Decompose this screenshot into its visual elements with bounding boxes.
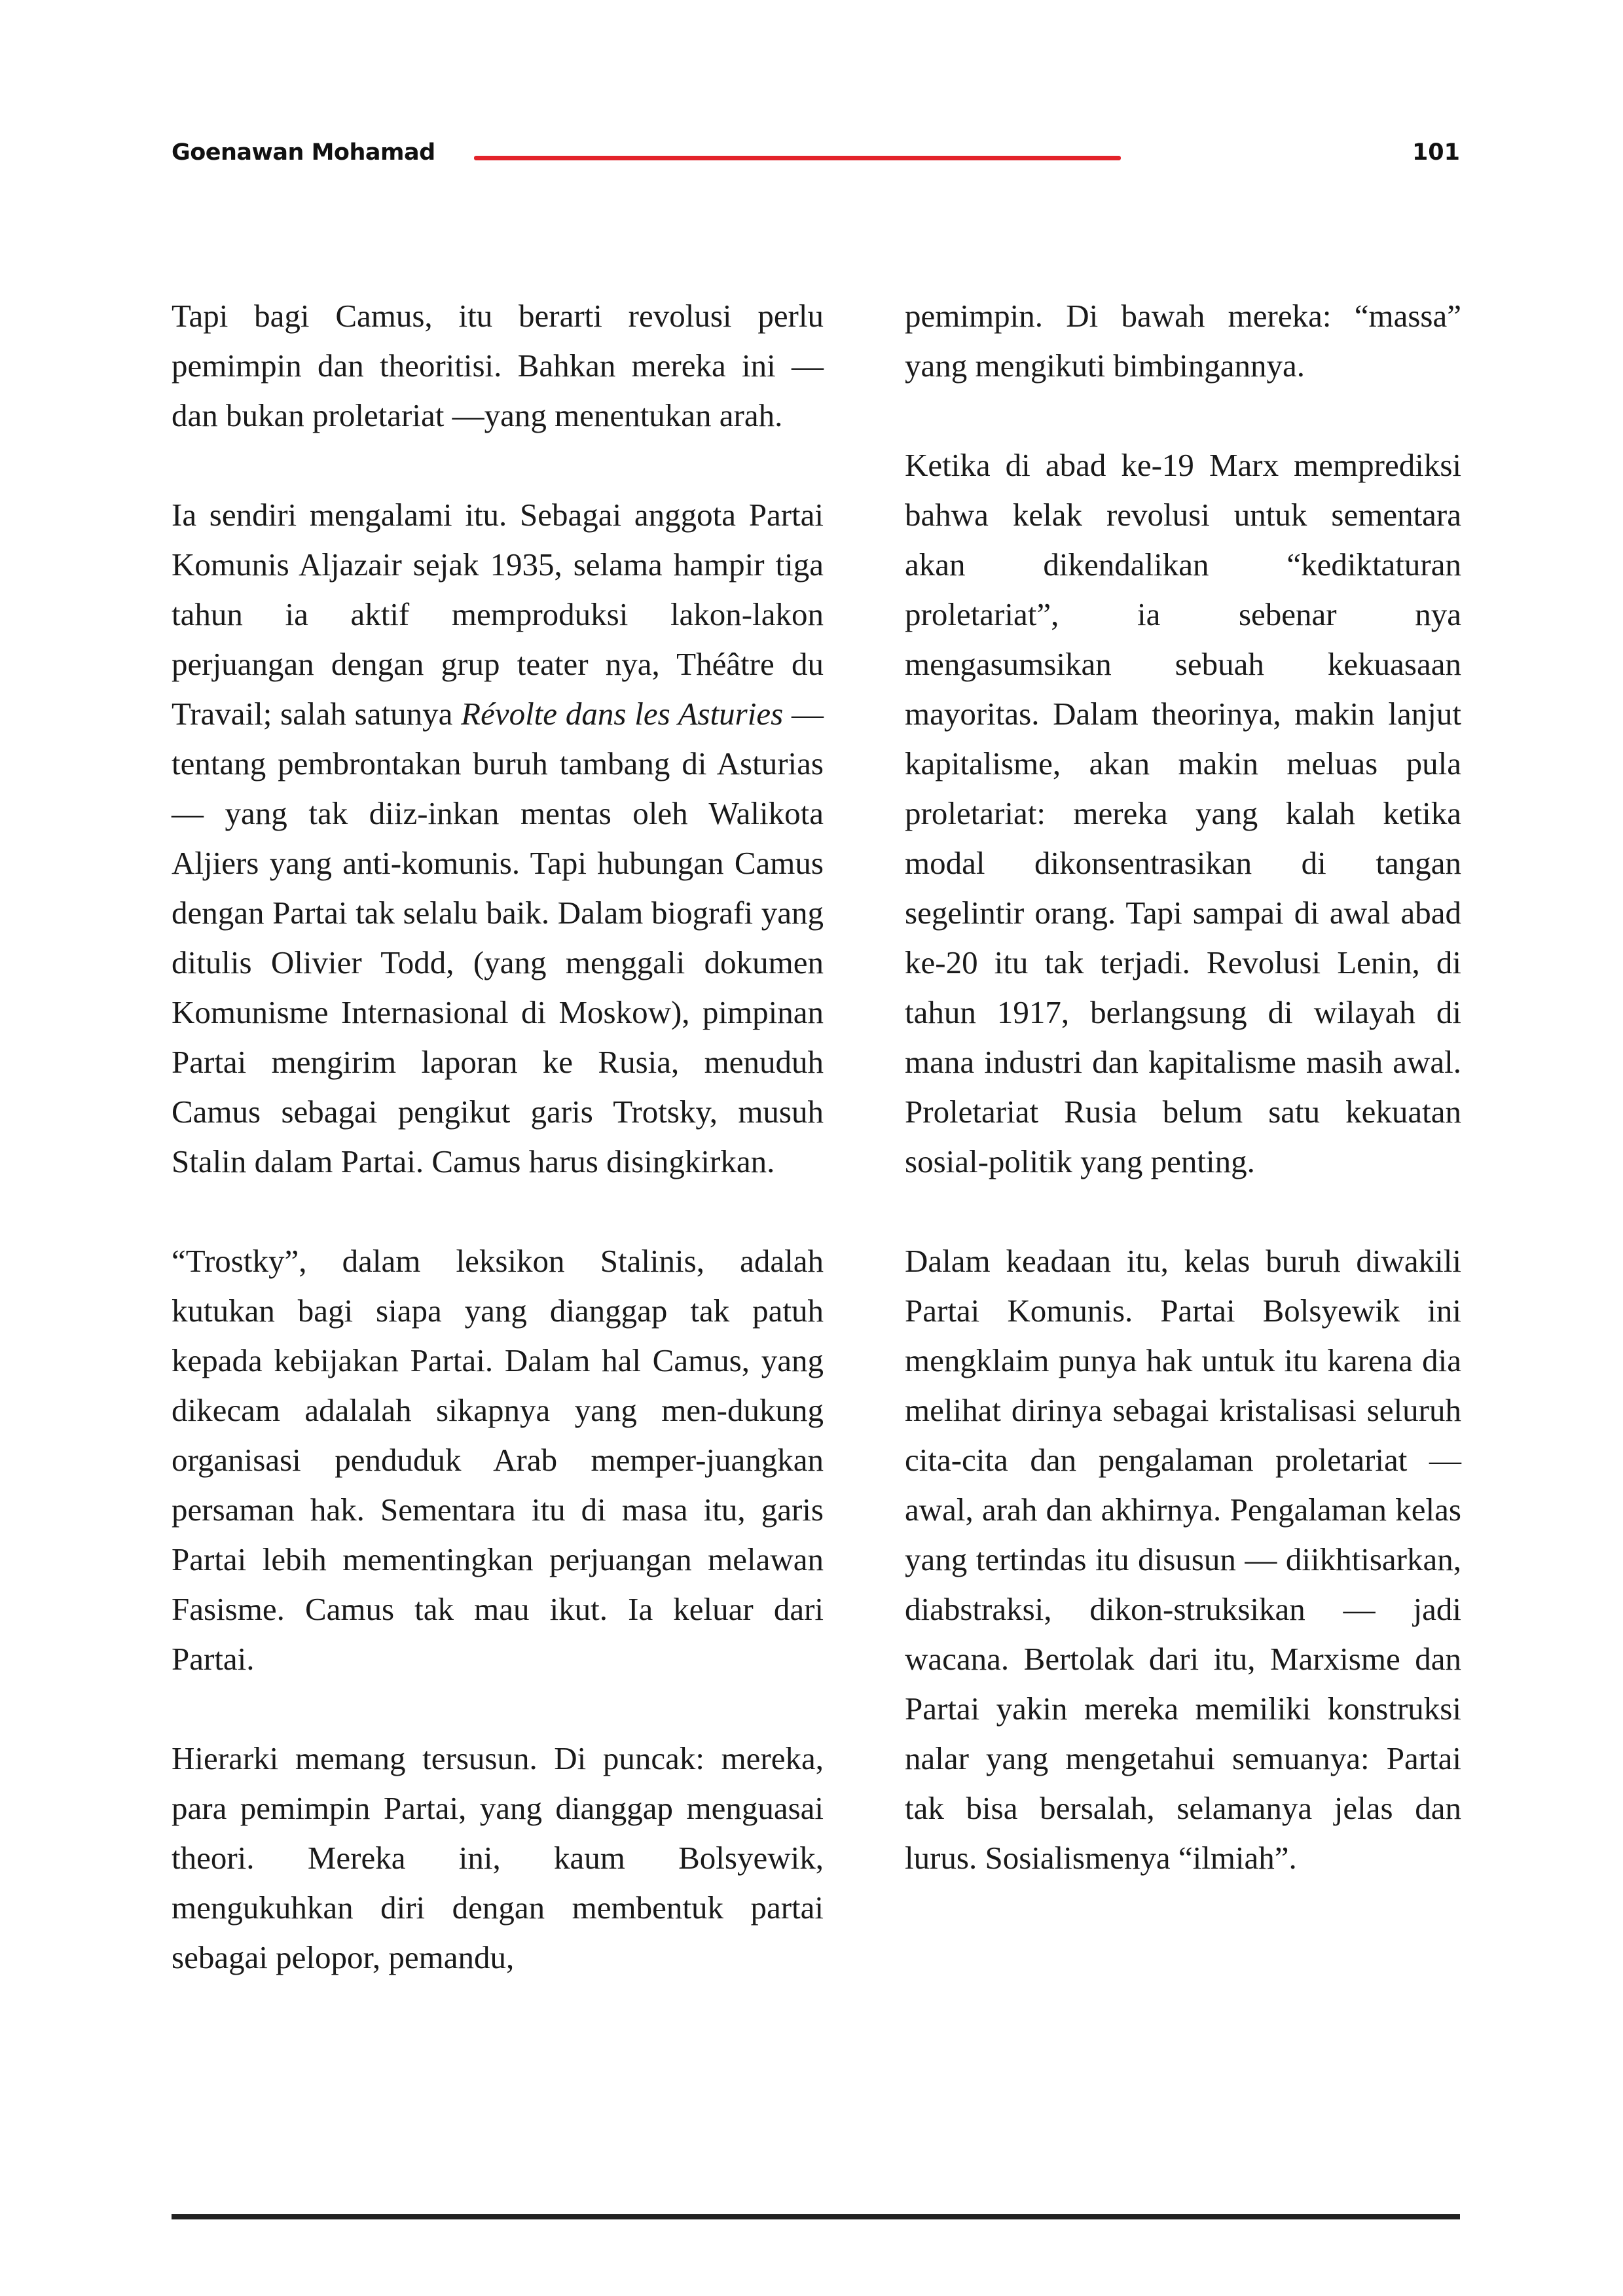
paragraph-right-3: Dalam keadaan itu, kelas buruh diwakili Partai Komunis. Partai Bolsyewik ini mengklaim punya hak untuk itu karena dia melihat dirinya sebagai kristalisasi seluruh cita-cita dan pengalaman proletariat —awal, arah dan akhirnya. Pengalaman kelas yang tertindas itu disusun — diikhtisarkan, diabstraksi, dikon-struksikan — jadi wacana. Bertolak dari itu, Marxisme dan Partai yakin mereka memiliki konstruksi nalar yang mengetahui semuanya: Partai tak bisa bersalah, selamanya jelas dan lurus. Sosialismenya “ilmiah”. bbox=[905, 1243, 1461, 1876]
paragraph-right-2: Ketika di abad ke-19 Marx memprediksi bahwa kelak revolusi untuk sementara akan dikendalikan “kediktaturan proletariat”, ia sebenar nya mengasumsikan sebuah kekuasaan mayoritas. Dalam theorinya, makin lanjut kapitalisme, akan makin meluas pula proletariat: mereka yang kalah ketika modal dikonsentrasikan di tangan segelintir orang. Tapi sampai di awal abad ke-20 itu tak terjadi. Revolusi Lenin, di tahun 1917, berlangsung di wilayah di mana industri dan kapitalisme masih awal. Proletariat Rusia belum satu kekuatan sosial-politik yang penting. bbox=[905, 447, 1461, 1179]
paragraph-left-4: Hierarki memang tersusun. Di puncak: mereka, para pemimpin Partai, yang dianggap menguasai theori. Mereka ini, kaum Bolsyewik, mengukuhkan diri dengan membentuk partai sebagai pelopor, pemandu, bbox=[172, 1740, 824, 1975]
paragraph-right-1: pemimpin. Di bawah mereka: “massa” yang mengikuti bimbingannya. bbox=[905, 298, 1461, 384]
left-column bbox=[172, 291, 824, 1982]
paragraph-left-1: Tapi bagi Camus, itu berarti revolusi perlu pemimpin dan theoritisi. Bahkan mereka ini — dan bukan proletariat —yang menentukan arah. bbox=[172, 298, 824, 433]
author-name: Goenawan Mohamad bbox=[172, 139, 435, 166]
paragraph-left-2 bbox=[172, 490, 824, 1187]
header-accent-rule bbox=[474, 156, 1121, 160]
right-column bbox=[905, 291, 1461, 1883]
play-title-italic: Révolte dans les Asturies bbox=[461, 696, 784, 732]
paragraph-left-3: “Trostky”, dalam leksikon Stalinis, adalah kutukan bagi siapa yang dianggap tak patuh kepada kebijakan Partai. Dalam hal Camus, yang dikecam adalalah sikapnya yang men-dukung organisasi penduduk Arab memper-juangkan persaman hak. Sementara itu di masa itu, garis Partai lebih mementingkan perjuangan melawan Fasisme. Camus tak mau ikut. Ia keluar dari Partai. bbox=[172, 1243, 824, 1677]
paragraph-left-2-text-a: Ia sendiri mengalami itu. Sebagai anggota Partai Komunis Aljazair sejak 1935, selama hampir tiga tahun ia aktif memproduksi lakon-lakon perjuangan dengan grup teater nya, Théâtre du Travail; salah satunya bbox=[172, 497, 824, 732]
page-number: 101 bbox=[1412, 139, 1460, 166]
footer-rule bbox=[172, 2214, 1460, 2219]
page-header bbox=[172, 134, 1460, 173]
paragraph-left-2-text-b: —tentang pembrontakan buruh tambang di Asturias — yang tak diiz-inkan mentas oleh Walikota Aljiers yang anti-komunis. Tapi hubungan Camus dengan Partai tak selalu baik. Dalam biografi yang ditulis Olivier Todd, (yang menggali dokumen Komunisme Internasional di Moskow), pimpinan Partai mengirim laporan ke Rusia, menuduh Camus sebagai pengikut garis Trotsky, musuh Stalin dalam Partai. Camus harus disingkirkan. bbox=[172, 696, 824, 1179]
